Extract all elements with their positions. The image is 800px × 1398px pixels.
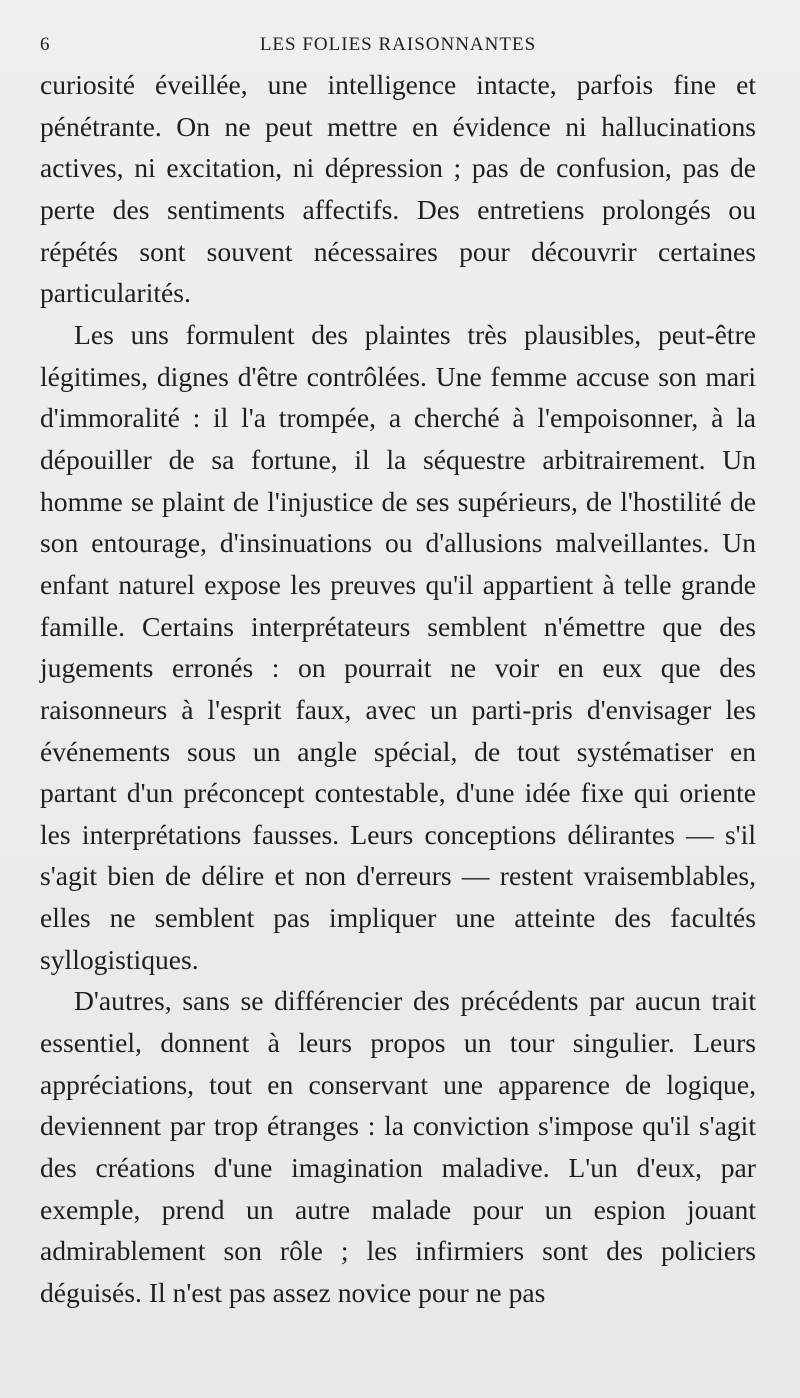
running-head: [40, 30, 756, 62]
paragraph: Les uns formulent des plaintes très plausibles, peut-être légitimes, dignes d'être contrôlées. Une femme accuse son mari d'immoralité : il l'a trompée, a cherché à l'empoisonner, à la dépouiller de sa fortune, il la séquestre arbitrairement. Un homme se plaint de l'injustice de ses supérieurs, de l'hostilité de son entourage, d'insinuations ou d'allusions malveillantes. Un enfant naturel expose les preuves qu'il appartient à telle grande famille. Certains interprétateurs semblent n'émettre que des jugements erronés : on pourrait ne voir en eux que des raisonneurs à l'esprit faux, avec un parti-pris d'envisager les événements sous un angle spécial, de tout systématiser en partant d'un préconcept contestable, d'une idée fixe qui oriente les interprétations fausses. Leurs conceptions délirantes — s'il s'agit bien de délire et non d'erreurs — restent vraisemblables, elles ne semblent pas impliquer une atteinte des facultés syllogistiques.: [40, 318, 756, 975]
paragraph: D'autres, sans se différencier des précédents par aucun trait essentiel, donnent à leurs propos un tour singulier. Leurs appréciations, tout en conservant une apparence de logique, deviennent par trop étranges : la conviction s'impose qu'il s'agit des créations d'une imagination maladive. L'un d'eux, par exemple, prend un autre malade pour un espion jouant admirablement son rôle ; les infirmiers sont des policiers déguisés. Il n'est pas assez novice pour ne pas: [40, 985, 756, 1309]
page-number: 6: [40, 34, 51, 55]
body-text: [40, 64, 756, 1314]
running-title: LES FOLIES RAISONNANTES: [259, 34, 537, 55]
paragraph-continued: curiosité éveillée, une intelligence intacte, parfois fine et pénétrante. On ne peut mettre en évidence ni hallucinations actives, ni excitation, ni dépression ; pas de confusion, pas de perte des sentiments affectifs. Des entretiens prolongés ou répétés sont souvent nécessaires pour découvrir certaines particularités.: [40, 69, 756, 309]
